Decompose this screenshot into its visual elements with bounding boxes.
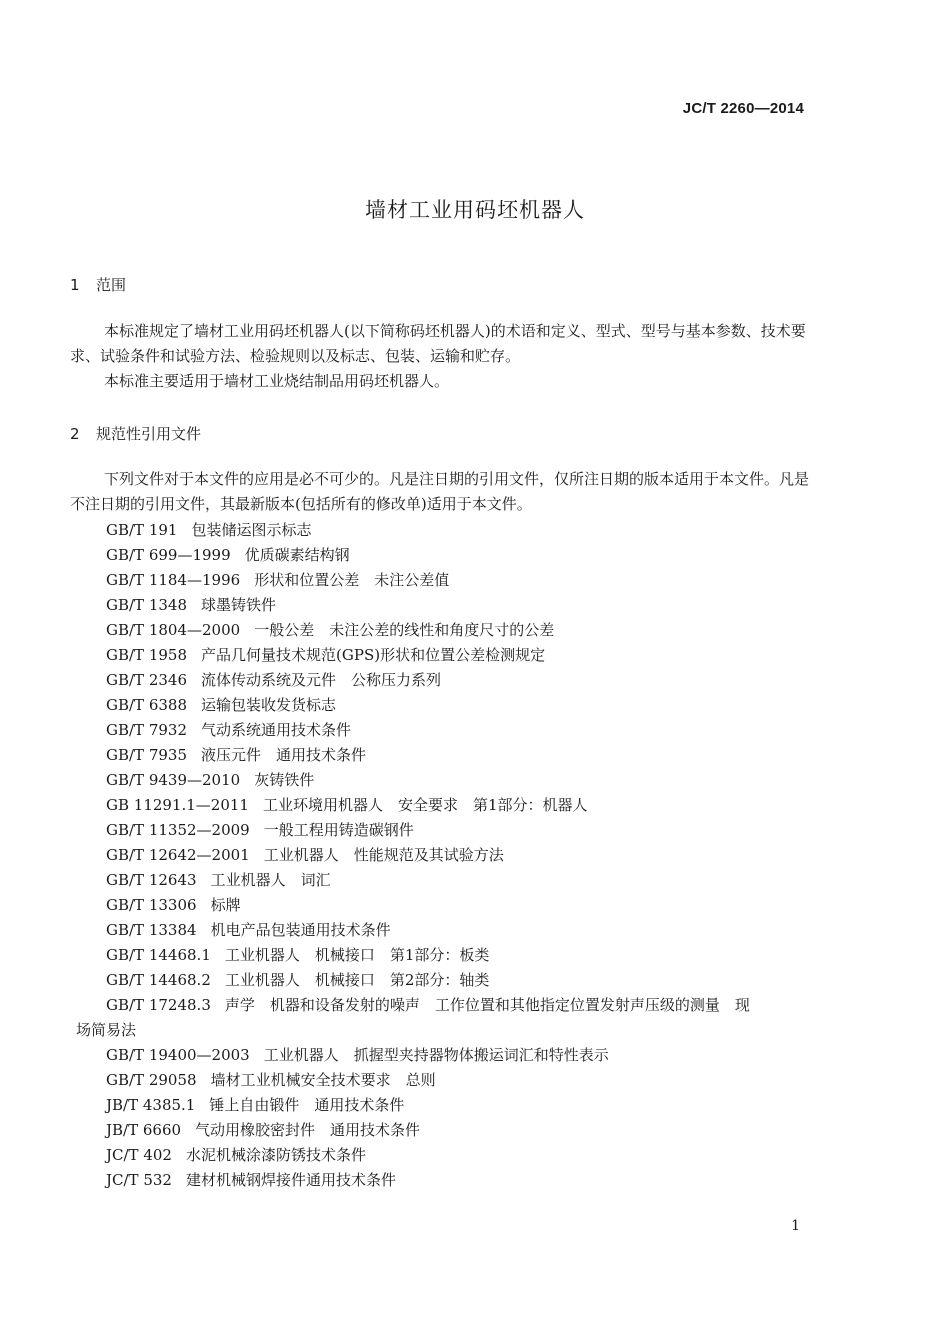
- reference-code: GB/T 13384: [106, 921, 197, 939]
- reference-code: JC/T 402: [106, 1146, 172, 1164]
- reference-title: 工业机器人 性能规范及其试验方法: [263, 846, 504, 864]
- reference-item: [106, 1144, 366, 1165]
- reference-title: 形状和位置公差 未注公差值: [254, 571, 450, 589]
- reference-code: GB/T 19400—2003: [106, 1046, 250, 1064]
- reference-item: [106, 919, 391, 940]
- reference-code: GB/T 1348: [106, 596, 188, 614]
- reference-code: GB/T 9439—2010: [106, 771, 241, 789]
- reference-item: [106, 519, 311, 540]
- reference-item: [106, 694, 336, 715]
- reference-item: [106, 1069, 436, 1090]
- reference-title: 水泥机械涂漆防锈技术条件: [185, 1146, 366, 1164]
- reference-title: 一般公差 未注公差的线性和角度尺寸的公差: [254, 621, 555, 639]
- reference-code: GB/T 7935: [106, 746, 188, 764]
- reference-code: GB/T 7932: [106, 721, 188, 739]
- reference-code: GB/T 14468.2: [106, 971, 211, 989]
- reference-item: [106, 1169, 396, 1190]
- document-title: 墙材工业用码坯机器人: [365, 198, 585, 222]
- reference-code: GB/T 17248.3: [106, 996, 211, 1014]
- section-number: 2: [70, 425, 80, 443]
- reference-title: 液压元件 通用技术条件: [201, 746, 367, 764]
- scope-paragraph-1: 本标准规定了墙材工业用码坯机器人(以下简称码坯机器人)的术语和定义、型式、型号与基本参数、技术要求、试验条件和试验方法、检验规则以及标志、包装、运输和贮存。: [70, 322, 806, 365]
- reference-code: GB/T 191: [106, 521, 178, 539]
- reference-title: 灰铸铁件: [254, 771, 315, 789]
- reference-title: 气动系统通用技术条件: [201, 721, 352, 739]
- reference-item: [106, 644, 545, 665]
- reference-item: [106, 594, 276, 615]
- reference-code: GB/T 12642—2001: [106, 846, 250, 864]
- reference-title: 球墨铸铁件: [201, 596, 277, 614]
- reference-item: [106, 1094, 404, 1115]
- reference-title: 流体传动系统及元件 公称压力系列: [201, 671, 442, 689]
- reference-title: 优质碳素结构钢: [244, 546, 350, 564]
- reference-item: [106, 794, 588, 815]
- reference-title: 墙材工业机械安全技术要求 总则: [210, 1071, 436, 1089]
- reference-item: [106, 769, 314, 790]
- reference-title: 工业机器人 机械接口 第1部分：板类: [224, 946, 490, 964]
- reference-item-continuation: [76, 1019, 136, 1040]
- reference-code: JB/T 4385.1: [106, 1096, 196, 1114]
- reference-title: 包装储运图示标志: [191, 521, 312, 539]
- reference-code: JB/T 6660: [106, 1121, 182, 1139]
- reference-code: GB/T 11352—2009: [106, 821, 250, 839]
- reference-title: 工业环境用机器人 安全要求 第1部分：机器人: [262, 796, 588, 814]
- section-heading-normative-references: [70, 423, 201, 444]
- reference-code: GB/T 699—1999: [106, 546, 231, 564]
- section-number: 1: [70, 276, 80, 294]
- reference-item: [106, 544, 350, 565]
- reference-item: [106, 744, 366, 765]
- reference-title: 场简易法: [76, 1021, 137, 1039]
- reference-code: JC/T 532: [106, 1171, 172, 1189]
- normative-intro-paragraph: 下列文件对于本文件的应用是必不可少的。凡是注日期的引用文件，仅所注日期的版本适用于本文件。凡是不注日期的引用文件，其最新版本(包括所有的修改单)适用于本文件。: [70, 470, 810, 513]
- reference-title: 气动用橡胶密封件 通用技术条件: [195, 1121, 421, 1139]
- reference-code: GB/T 1804—2000: [106, 621, 241, 639]
- reference-title: 产品几何量技术规范(GPS)形状和位置公差检测规定: [201, 646, 546, 664]
- reference-item: [106, 669, 441, 690]
- page-number: 1: [791, 1218, 800, 1234]
- reference-item: [106, 994, 750, 1015]
- reference-title: 运输包装收发货标志: [201, 696, 337, 714]
- reference-code: GB 11291.1—2011: [106, 796, 249, 814]
- scope-paragraph-2: 本标准主要适用于墙材工业烧结制品用码坯机器人。: [104, 372, 450, 390]
- reference-title: 建材机械钢焊接件通用技术条件: [185, 1171, 396, 1189]
- reference-title: 一般工程用铸造碳钢件: [263, 821, 414, 839]
- reference-item: [106, 1119, 420, 1140]
- reference-title: 工业机器人 词汇: [210, 871, 331, 889]
- reference-code: GB/T 1184—1996: [106, 571, 241, 589]
- reference-code: GB/T 6388: [106, 696, 188, 714]
- reference-item: [106, 969, 489, 990]
- reference-item: [106, 619, 554, 640]
- section-title: 范围: [96, 276, 127, 294]
- reference-title: 工业机器人 机械接口 第2部分：轴类: [224, 971, 490, 989]
- reference-title: 标牌: [210, 896, 241, 914]
- reference-title: 工业机器人 抓握型夹持器物体搬运词汇和特性表示: [263, 1046, 609, 1064]
- reference-item: [106, 569, 449, 590]
- reference-code: GB/T 2346: [106, 671, 188, 689]
- reference-code: GB/T 29058: [106, 1071, 197, 1089]
- reference-code: GB/T 12643: [106, 871, 197, 889]
- reference-item: [106, 819, 414, 840]
- standard-code: JC/T 2260—2014: [682, 100, 804, 117]
- reference-item: [106, 869, 331, 890]
- reference-item: [106, 944, 489, 965]
- reference-code: GB/T 1958: [106, 646, 188, 664]
- reference-item: [106, 719, 351, 740]
- reference-title: 机电产品包装通用技术条件: [210, 921, 391, 939]
- section-heading-scope: [70, 274, 126, 295]
- reference-item: [106, 844, 504, 865]
- reference-code: GB/T 13306: [106, 896, 197, 914]
- reference-item: [106, 894, 241, 915]
- reference-title: 声学 机器和设备发射的噪声 工作位置和其他指定位置发射声压级的测量 现: [224, 996, 750, 1014]
- reference-item: [106, 1044, 609, 1065]
- section-title: 规范性引用文件: [96, 425, 202, 443]
- reference-title: 锤上自由锻件 通用技术条件: [209, 1096, 405, 1114]
- reference-code: GB/T 14468.1: [106, 946, 211, 964]
